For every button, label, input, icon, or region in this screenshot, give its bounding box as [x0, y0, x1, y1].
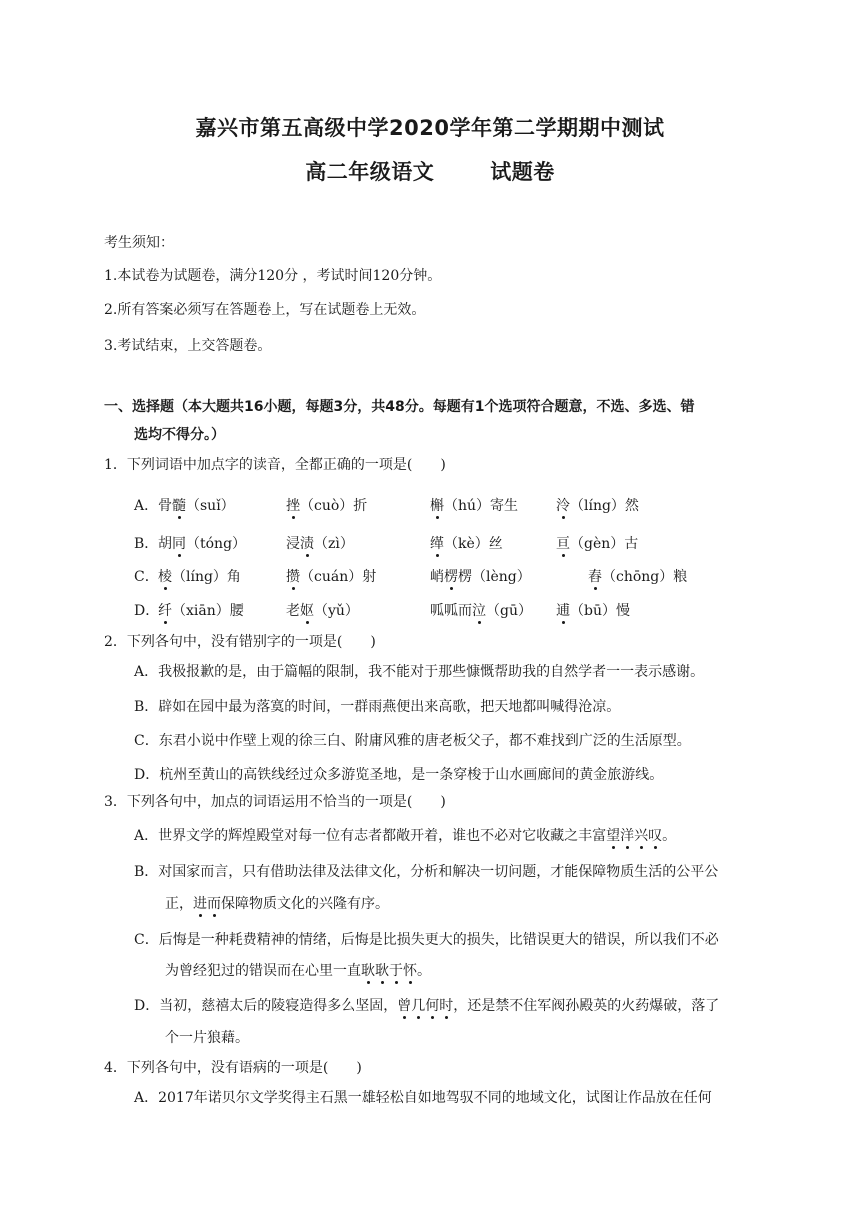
- notice-item: 1.本试卷为试题卷，满分120分 ，考试时间120分钟。: [104, 268, 442, 284]
- notice-item: 2.所有答案必须写在答题卷上，写在试题卷上无效。: [104, 302, 426, 318]
- pinyin-item: 峭楞楞（lèng）: [430, 569, 531, 585]
- question-3-option-d-cont: 个一片狼藉。: [165, 1030, 249, 1046]
- dotted-char: 何: [425, 998, 440, 1014]
- notice-item: 3.考试结束，上交答题卷。: [104, 338, 272, 354]
- pinyin-item: 攒（cuán）射: [286, 569, 377, 585]
- question-3-stem: 3．下列各句中，加点的词语运用不恰当的一项是( ): [104, 794, 446, 810]
- question-2-option-b: B．辟如在园中最为落寞的时间，一群雨燕便出来高歌，把天地都叫喊得沧凉。: [134, 699, 621, 715]
- pinyin-item: 呱呱而泣（gū）: [430, 603, 532, 619]
- dotted-char: 时: [439, 998, 454, 1014]
- question-3-option-c: C．后悔是一种耗费精神的情绪，后悔是比损失更大的损失，比错误更大的错误，所以我们不必: [134, 932, 719, 948]
- pinyin-item: 浸渍（zì）: [286, 536, 354, 552]
- option-label: B．: [134, 536, 159, 552]
- dotted-phrase: [397, 998, 453, 1014]
- question-2-option-c: C．东君小说中作壁上观的徐三白、附庸风雅的唐老板父子，都不难找到广泛的生活原型。: [134, 733, 691, 749]
- pinyin-item: 棱（líng）角: [158, 569, 241, 585]
- question-3-option-c-cont: 为曾经犯过的错误而在心里一直耿耿于怀。: [165, 963, 431, 979]
- subtitle-grade-subject: 高二年级语文: [305, 160, 435, 184]
- question-3-option-a: A．世界文学的辉煌殿堂对每一位有志者都敞开着，谁也不必对它收藏之丰富望洋兴叹。: [134, 828, 677, 844]
- dotted-char: 耿: [375, 963, 389, 979]
- option-label: D．: [134, 603, 160, 619]
- dotted-char: 进: [193, 896, 207, 912]
- section-heading: 一、选择题（本大题共16小题，每题3分，共48分。每题有1个选项符合题意，不选、多选、错: [104, 399, 695, 415]
- dotted-char: 而: [207, 896, 221, 912]
- pinyin-item: 骨髓（suǐ）: [158, 498, 235, 514]
- dotted-char: 几: [411, 998, 426, 1014]
- pinyin-item: 槲（hú）寄生: [430, 498, 519, 514]
- pinyin-item: 逋（bū）慢: [556, 603, 630, 619]
- pinyin-item: 亘（gèn）古: [556, 536, 639, 552]
- dotted-phrase: [606, 828, 662, 844]
- dotted-char: 兴: [634, 828, 649, 844]
- dotted-char: 叹: [648, 828, 663, 844]
- question-4-option-a: A．2017年诺贝尔文学奖得主石黑一雄轻松自如地驾驭不同的地域文化，试图让作品放在任何: [134, 1090, 712, 1106]
- question-2-stem: 2．下列各句中，没有错别字的一项是( ): [104, 634, 376, 650]
- pinyin-item: 泠（líng）然: [556, 498, 639, 514]
- pinyin-item: 舂（chōng）粮: [588, 569, 688, 585]
- option-label: C．: [134, 569, 159, 585]
- option-label: A．: [134, 498, 159, 514]
- dotted-char: 洋: [620, 828, 635, 844]
- pinyin-item: 缂（kè）丝: [430, 536, 503, 552]
- question-3-option-d: D．当初，慈禧太后的陵寝造得多么坚固，曾几何时，还是禁不住军阀孙殿英的火药爆破，落了: [134, 998, 720, 1014]
- dotted-char: 望: [606, 828, 621, 844]
- dotted-phrase: [361, 963, 417, 979]
- question-1-stem: 1．下列词语中加点字的读音，全都正确的一项是( ): [104, 457, 446, 473]
- question-3-option-b-cont: 正，进而保障物质文化的兴隆有序。: [165, 896, 389, 912]
- subtitle-paper-type: 试题卷: [490, 160, 555, 184]
- dotted-char: 于: [389, 963, 403, 979]
- dotted-char: 曾: [397, 998, 412, 1014]
- question-3-option-b: B．对国家而言，只有借助法律及法律文化，分析和解决一切问题，才能保障物质生活的公平公: [134, 864, 719, 880]
- dotted-char: 怀: [403, 963, 417, 979]
- exam-title: 嘉兴市第五高级中学2020学年第二学期期中测试: [195, 116, 665, 140]
- exam-subtitle: [0, 156, 860, 186]
- dotted-phrase: [193, 896, 221, 912]
- question-4-stem: 4．下列各句中，没有语病的一项是( ): [104, 1060, 362, 1076]
- question-2-option-a: A．我极报歉的是，由于篇幅的限制，我不能对于那些慷慨帮助我的自然学者一一表示感谢。: [134, 664, 705, 680]
- question-2-option-d: D．杭州至黄山的高铁线经过众多游览圣地，是一条穿梭于山水画廊间的黄金旅游线。: [134, 767, 664, 783]
- pinyin-item: 胡同（tóng）: [158, 536, 247, 552]
- pinyin-item: 挫（cuò）折: [286, 498, 368, 514]
- pinyin-item: 老妪（yǔ）: [286, 603, 359, 619]
- notice-heading: 考生须知：: [104, 235, 174, 251]
- dotted-char: 耿: [361, 963, 375, 979]
- pinyin-item: 纤（xiān）腰: [158, 603, 244, 619]
- section-heading-cont: 选均不得分。）: [134, 427, 225, 443]
